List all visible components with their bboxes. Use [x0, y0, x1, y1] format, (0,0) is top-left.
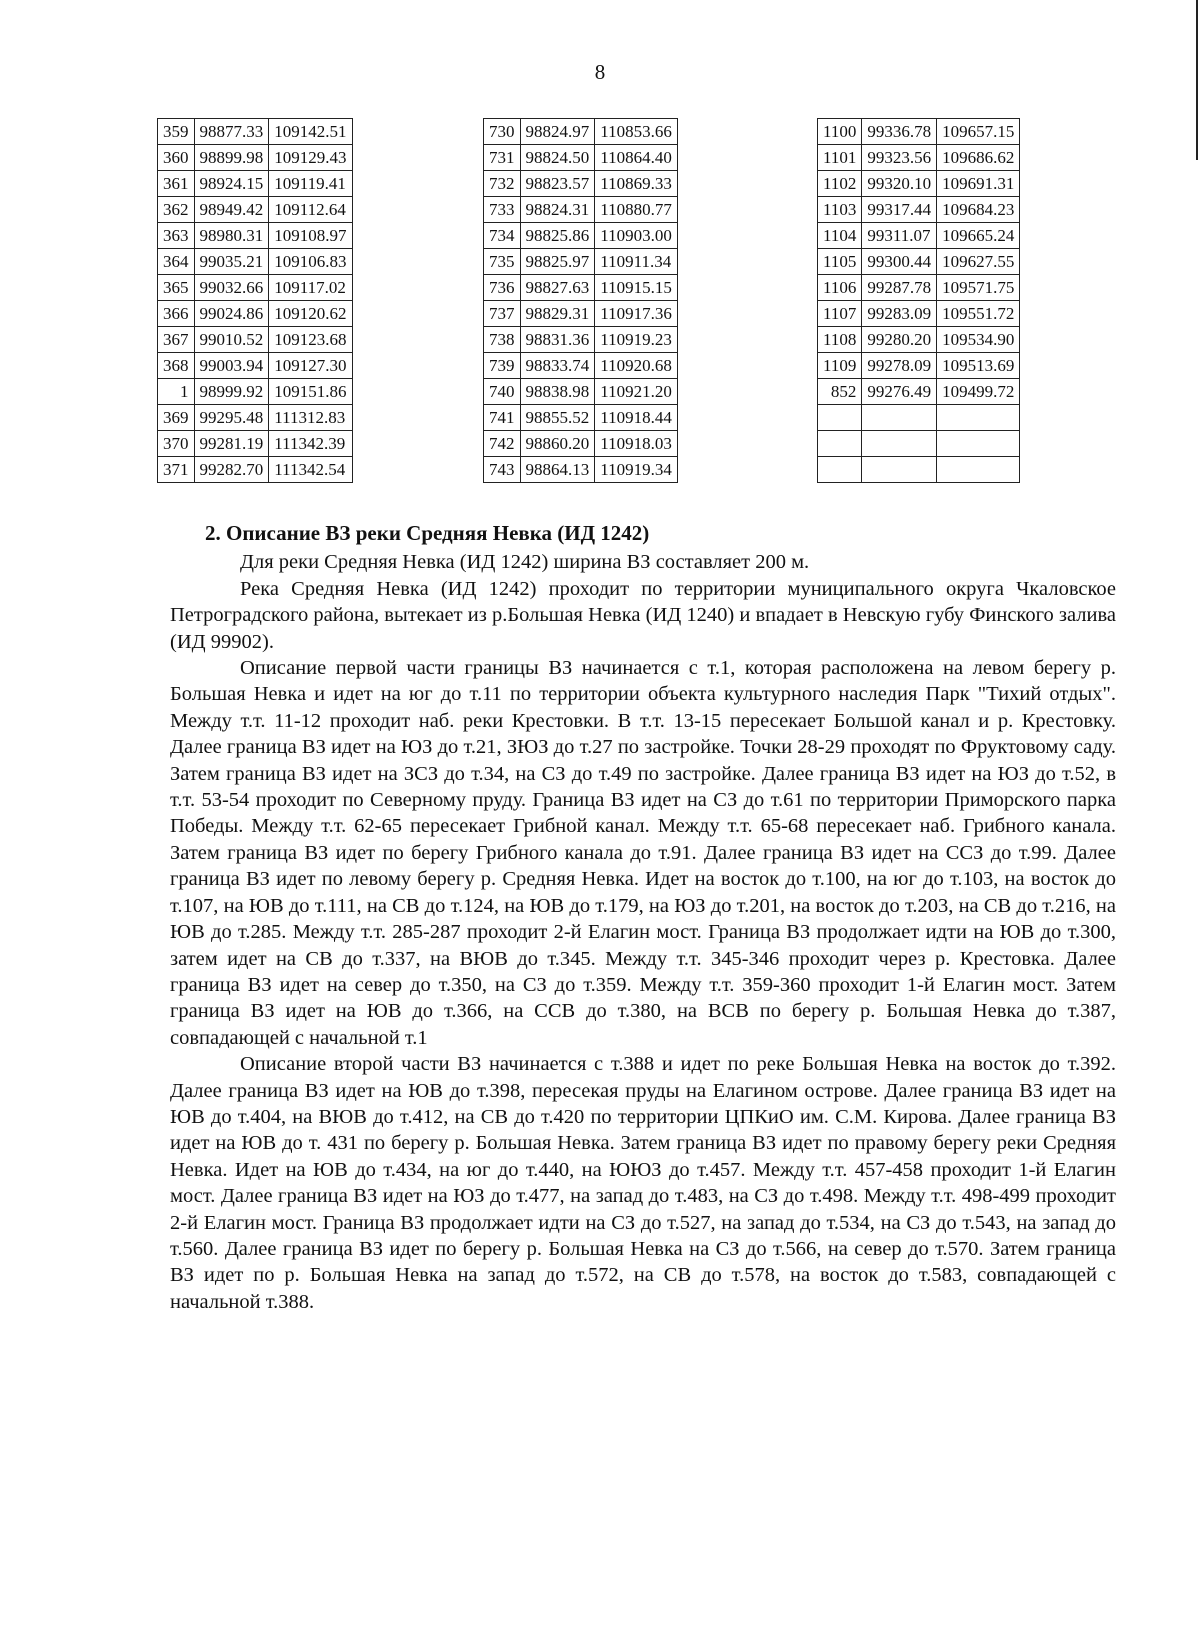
x-coordinate-cell: 99276.49: [862, 379, 937, 405]
y-coordinate-cell: [937, 457, 1020, 483]
y-coordinate-cell: 109686.62: [937, 145, 1020, 171]
table-row: [818, 405, 1020, 431]
x-coordinate-cell: [862, 405, 937, 431]
table-row: [484, 275, 678, 301]
coordinate-table-3: [817, 118, 1020, 483]
x-coordinate-cell: 98824.97: [520, 119, 595, 145]
point-number-cell: 361: [158, 171, 195, 197]
table-row: [818, 379, 1020, 405]
point-number-cell: 740: [484, 379, 521, 405]
table-row: [818, 197, 1020, 223]
table-row: [158, 405, 353, 431]
point-number-cell: 739: [484, 353, 521, 379]
point-number-cell: 1105: [818, 249, 862, 275]
section-heading: 2. Описание ВЗ реки Средняя Невка (ИД 1242): [205, 521, 650, 545]
table-row: [484, 457, 678, 483]
page-number: 8: [594, 60, 606, 84]
point-number-cell: 360: [158, 145, 195, 171]
point-number-cell: 1100: [818, 119, 862, 145]
x-coordinate-cell: 99300.44: [862, 249, 937, 275]
coordinate-table-1: [157, 118, 353, 483]
table-row: [484, 171, 678, 197]
point-number-cell: 369: [158, 405, 195, 431]
x-coordinate-cell: 98860.20: [520, 431, 595, 457]
x-coordinate-cell: 99283.09: [862, 301, 937, 327]
y-coordinate-cell: 110920.68: [595, 353, 678, 379]
y-coordinate-cell: 109513.69: [937, 353, 1020, 379]
point-number-cell: 359: [158, 119, 195, 145]
table-row: [484, 145, 678, 171]
point-number-cell: 1107: [818, 301, 862, 327]
y-coordinate-cell: 109120.62: [269, 301, 352, 327]
x-coordinate-cell: 98824.50: [520, 145, 595, 171]
x-coordinate-cell: 99010.52: [194, 327, 269, 353]
point-number-cell: 731: [484, 145, 521, 171]
y-coordinate-cell: 109499.72: [937, 379, 1020, 405]
table-row: [484, 379, 678, 405]
table-row: [158, 457, 353, 483]
table-row: [158, 119, 353, 145]
x-coordinate-cell: 99295.48: [194, 405, 269, 431]
point-number-cell: 743: [484, 457, 521, 483]
x-coordinate-cell: 98999.92: [194, 379, 269, 405]
y-coordinate-cell: 110911.34: [595, 249, 678, 275]
y-coordinate-cell: 109112.64: [269, 197, 352, 223]
table-row: [158, 353, 353, 379]
y-coordinate-cell: 111312.83: [269, 405, 352, 431]
x-coordinate-cell: 98825.97: [520, 249, 595, 275]
y-coordinate-cell: 110869.33: [595, 171, 678, 197]
x-coordinate-cell: 98827.63: [520, 275, 595, 301]
table-row: [484, 431, 678, 457]
point-number-cell: 732: [484, 171, 521, 197]
y-coordinate-cell: 109571.75: [937, 275, 1020, 301]
y-coordinate-cell: 109106.83: [269, 249, 352, 275]
table-row: [818, 171, 1020, 197]
table-row: [158, 223, 353, 249]
table-row: [818, 249, 1020, 275]
table-row: [818, 145, 1020, 171]
table-row: [818, 353, 1020, 379]
point-number-cell: 362: [158, 197, 195, 223]
point-number-cell: 1108: [818, 327, 862, 353]
x-coordinate-cell: 98824.31: [520, 197, 595, 223]
x-coordinate-cell: 98855.52: [520, 405, 595, 431]
point-number-cell: [818, 457, 862, 483]
table-row: [158, 275, 353, 301]
point-number-cell: 370: [158, 431, 195, 457]
table-row: [158, 197, 353, 223]
x-coordinate-cell: 99311.07: [862, 223, 937, 249]
y-coordinate-cell: 109657.15: [937, 119, 1020, 145]
y-coordinate-cell: 110853.66: [595, 119, 678, 145]
y-coordinate-cell: 110903.00: [595, 223, 678, 249]
table-row: [158, 301, 353, 327]
x-coordinate-cell: 98864.13: [520, 457, 595, 483]
y-coordinate-cell: 109108.97: [269, 223, 352, 249]
y-coordinate-cell: 110919.23: [595, 327, 678, 353]
table-row: [484, 301, 678, 327]
point-number-cell: 1104: [818, 223, 862, 249]
table-row: [818, 119, 1020, 145]
y-coordinate-cell: 109551.72: [937, 301, 1020, 327]
point-number-cell: 366: [158, 301, 195, 327]
y-coordinate-cell: 109684.23: [937, 197, 1020, 223]
x-coordinate-cell: 99024.86: [194, 301, 269, 327]
y-coordinate-cell: 109665.24: [937, 223, 1020, 249]
point-number-cell: 365: [158, 275, 195, 301]
y-coordinate-cell: 110921.20: [595, 379, 678, 405]
point-number-cell: 737: [484, 301, 521, 327]
x-coordinate-cell: 98823.57: [520, 171, 595, 197]
x-coordinate-cell: 99035.21: [194, 249, 269, 275]
x-coordinate-cell: 98825.86: [520, 223, 595, 249]
x-coordinate-cell: 99336.78: [862, 119, 937, 145]
table-row: [484, 353, 678, 379]
table-row: [158, 327, 353, 353]
x-coordinate-cell: 99003.94: [194, 353, 269, 379]
table-row: [158, 171, 353, 197]
y-coordinate-cell: 109119.41: [269, 171, 352, 197]
x-coordinate-cell: 98899.98: [194, 145, 269, 171]
point-number-cell: 1: [158, 379, 195, 405]
point-number-cell: 852: [818, 379, 862, 405]
y-coordinate-cell: 109129.43: [269, 145, 352, 171]
y-coordinate-cell: 109117.02: [269, 275, 352, 301]
x-coordinate-cell: 99317.44: [862, 197, 937, 223]
paragraph: Река Средняя Невка (ИД 1242) проходит по территории муниципального округа Чкаловское Петроградского района, вытекает из р.Большая Невка (ИД 1240) и впадает в Невскую губу Финского залива (ИД 99902).: [170, 577, 1116, 653]
point-number-cell: [818, 431, 862, 457]
table-row: [158, 379, 353, 405]
point-number-cell: 368: [158, 353, 195, 379]
y-coordinate-cell: [937, 431, 1020, 457]
table-row: [818, 223, 1020, 249]
x-coordinate-cell: 99320.10: [862, 171, 937, 197]
y-coordinate-cell: 110918.03: [595, 431, 678, 457]
y-coordinate-cell: 109691.31: [937, 171, 1020, 197]
point-number-cell: 367: [158, 327, 195, 353]
x-coordinate-cell: 99323.56: [862, 145, 937, 171]
table-row: [158, 145, 353, 171]
y-coordinate-cell: [937, 405, 1020, 431]
x-coordinate-cell: 99280.20: [862, 327, 937, 353]
point-number-cell: 1103: [818, 197, 862, 223]
paragraph: Описание первой части границы ВЗ начинается с т.1, которая расположена на левом берегу р. Большая Невка и идет на юг до т.11 по территории объекта культурного наследия Парк "Тихий отдых". Между т.т. 11-12 проходит наб. реки Крестовки. В т.т. 13-15 пересекает Большой канал и р. Крестовку. Далее граница ВЗ идет на ЮЗ до т.21, ЗЮЗ до т.27 по застройке. Точки 28-29 проходят по Фруктовому саду. Затем граница ВЗ идет на ЗСЗ до т.34, на СЗ до т.49 по застройке. Далее граница ВЗ идет на ЮЗ до т.52, в т.т. 53-54 проходит по Северному пруду. Граница ВЗ идет на СЗ до т.61 по территории Приморского парка Победы. Между т.т. 62-65 пересекает Грибной канал. Между т.т. 65-68 пересекает наб. Грибного канала. Затем граница ВЗ идет по берегу Грибного канала до т.91. Далее граница ВЗ идет на ССЗ до т.99. Далее граница ВЗ идет по левому берегу р. Средняя Невка. Идет на восток до т.100, на юг до т.103, на восток до т.107, на ЮВ до т.111, на СВ до т.124, на ЮВ до т.179, на ЮЗ до т.201, на восток до т.203, на СВ до т.216, на ЮВ до т.285. Между т.т. 285-287 проходит 2-й Елагин мост. Граница ВЗ продолжает идти на ЮВ до т.300, затем идет на СВ до т.337, на ВЮВ до т.345. Между т.т. 345-346 проходит через р. Крестовка. Далее граница ВЗ идет на север до т.350, на СЗ до т.359. Между т.т. 359-360 проходит 1-й Елагин мост. Затем граница ВЗ идет на ЮВ до т.366, на ССВ до т.380, на ВСВ по берегу р. Большая Невка до т.387, совпадающей с начальной т.1: [170, 657, 1116, 1049]
table-row: [818, 327, 1020, 353]
table-row: [158, 249, 353, 275]
x-coordinate-cell: 99287.78: [862, 275, 937, 301]
y-coordinate-cell: 109627.55: [937, 249, 1020, 275]
y-coordinate-cell: 110917.36: [595, 301, 678, 327]
point-number-cell: 371: [158, 457, 195, 483]
point-number-cell: [818, 405, 862, 431]
y-coordinate-cell: 111342.54: [269, 457, 352, 483]
x-coordinate-cell: 99282.70: [194, 457, 269, 483]
point-number-cell: 733: [484, 197, 521, 223]
paragraph: Для реки Средняя Невка (ИД 1242) ширина ВЗ составляет 200 м.: [240, 551, 810, 574]
y-coordinate-cell: 109142.51: [269, 119, 352, 145]
table-row: [818, 275, 1020, 301]
y-coordinate-cell: 111342.39: [269, 431, 352, 457]
x-coordinate-cell: [862, 431, 937, 457]
table-row: [484, 197, 678, 223]
x-coordinate-cell: 99032.66: [194, 275, 269, 301]
x-coordinate-cell: 99281.19: [194, 431, 269, 457]
coordinate-table-2: [483, 118, 678, 483]
x-coordinate-cell: 98829.31: [520, 301, 595, 327]
x-coordinate-cell: 98924.15: [194, 171, 269, 197]
x-coordinate-cell: 98838.98: [520, 379, 595, 405]
x-coordinate-cell: 98833.74: [520, 353, 595, 379]
point-number-cell: 1109: [818, 353, 862, 379]
point-number-cell: 735: [484, 249, 521, 275]
y-coordinate-cell: 110919.34: [595, 457, 678, 483]
table-row: [484, 405, 678, 431]
point-number-cell: 1101: [818, 145, 862, 171]
paragraph: Описание второй части ВЗ начинается с т.388 и идет по реке Большая Невка на восток до т.392. Далее граница ВЗ идет на ЮВ до т.398, пересекая пруды на Елагином острове. Далее граница ВЗ идет на ЮВ до т.404, на ВЮВ до т.412, на СВ до т.420 по территории ЦПКиО им. С.М. Кирова. Далее граница ВЗ идет на ЮВ до т. 431 по берегу р. Большая Невка. Затем граница ВЗ идет по правому берегу реки Средняя Невка. Идет на ЮВ до т.434, на юг до т.440, на ЮЮЗ до т.457. Между т.т. 457-458 проходит 1-й Елагин мост. Далее граница ВЗ идет на ЮЗ до т.477, на запад до т.483, на СЗ до т.498. Между т.т. 498-499 проходит 2-й Елагин мост. Граница ВЗ продолжает идти на СЗ до т.527, на запад до т.534, на СЗ до т.543, на запад до т.560. Далее граница ВЗ идет по берегу р. Большая Невка на СЗ до т.566, на север до т.570. Затем граница ВЗ идет по р. Большая Невка на запад до т.572, на СВ до т.578, на восток до т.583, совпадающей с начальной т.388.: [170, 1053, 1116, 1313]
y-coordinate-cell: 109151.86: [269, 379, 352, 405]
point-number-cell: 1106: [818, 275, 862, 301]
x-coordinate-cell: [862, 457, 937, 483]
point-number-cell: 734: [484, 223, 521, 249]
point-number-cell: 736: [484, 275, 521, 301]
y-coordinate-cell: 110918.44: [595, 405, 678, 431]
table-row: [484, 249, 678, 275]
point-number-cell: 742: [484, 431, 521, 457]
x-coordinate-cell: 98877.33: [194, 119, 269, 145]
point-number-cell: 741: [484, 405, 521, 431]
y-coordinate-cell: 109127.30: [269, 353, 352, 379]
x-coordinate-cell: 98831.36: [520, 327, 595, 353]
x-coordinate-cell: 98980.31: [194, 223, 269, 249]
table-row: [484, 223, 678, 249]
y-coordinate-cell: 110915.15: [595, 275, 678, 301]
point-number-cell: 1102: [818, 171, 862, 197]
section-content: [170, 520, 1116, 1315]
y-coordinate-cell: 109534.90: [937, 327, 1020, 353]
point-number-cell: 364: [158, 249, 195, 275]
y-coordinate-cell: 109123.68: [269, 327, 352, 353]
y-coordinate-cell: 110864.40: [595, 145, 678, 171]
point-number-cell: 363: [158, 223, 195, 249]
table-row: [818, 457, 1020, 483]
x-coordinate-cell: 99278.09: [862, 353, 937, 379]
table-row: [484, 327, 678, 353]
table-row: [484, 119, 678, 145]
point-number-cell: 730: [484, 119, 521, 145]
table-row: [818, 301, 1020, 327]
table-row: [158, 431, 353, 457]
x-coordinate-cell: 98949.42: [194, 197, 269, 223]
table-row: [818, 431, 1020, 457]
point-number-cell: 738: [484, 327, 521, 353]
y-coordinate-cell: 110880.77: [595, 197, 678, 223]
